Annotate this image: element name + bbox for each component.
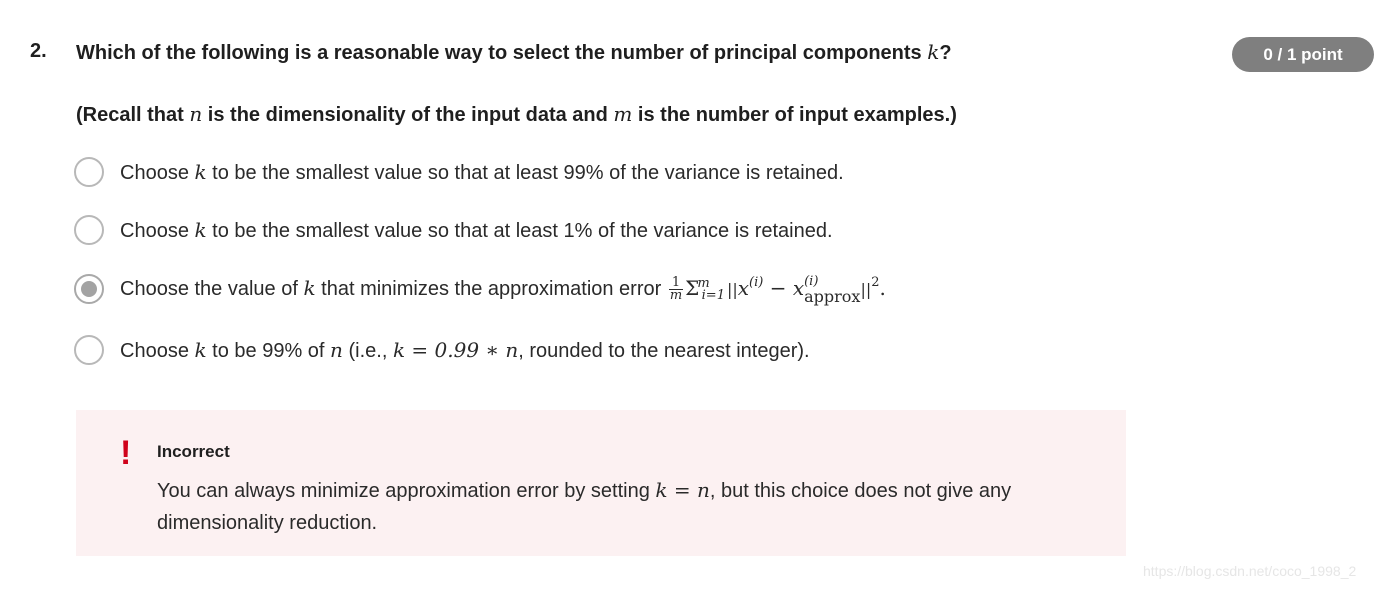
sum-symbol: Σ — [685, 276, 700, 300]
approx-subscript: approx — [804, 287, 861, 306]
radio-button-2[interactable] — [74, 215, 104, 245]
subtitle-part-2: is the dimensionality of the input data and — [202, 104, 614, 126]
answer-option-4[interactable] — [74, 333, 1074, 367]
norm-open: || — [726, 280, 738, 299]
sum-upper-bound: m — [697, 276, 710, 291]
question-title-suffix: ? — [939, 42, 952, 64]
option-4-text-mid: to be 99% of — [206, 339, 331, 362]
option-3-text-after: that minimizes the approximation error — [315, 278, 667, 300]
radio-selected-dot — [81, 281, 97, 297]
option-1-label — [120, 160, 844, 185]
radio-button-3-selected[interactable] — [74, 274, 104, 304]
answer-option-2[interactable] — [74, 213, 1074, 247]
approximation-error-formula — [667, 274, 886, 306]
fraction-numerator: 1 — [669, 277, 683, 290]
sum-lower-bound: i=1 — [701, 288, 725, 303]
subtitle-var-m: m — [613, 102, 633, 126]
approx-scripts — [804, 274, 861, 306]
radio-button-4[interactable] — [74, 335, 104, 365]
feedback-text-part-2: , but this choice does not give any dimensionality reduction. — [157, 480, 1012, 534]
subtitle-part-3: is the number of input examples.) — [632, 104, 957, 126]
option-1-var: k — [194, 159, 207, 184]
norm-close: || — [860, 280, 872, 299]
feedback-panel — [76, 410, 1126, 556]
fraction-denominator: m — [669, 288, 683, 303]
answer-option-1[interactable] — [74, 155, 1074, 189]
radio-button-1[interactable] — [74, 157, 104, 187]
answer-option-3[interactable] — [74, 272, 1074, 306]
option-4-text-after: , rounded to the nearest integer). — [518, 339, 810, 362]
option-3-var: k — [303, 276, 316, 300]
option-2-text-before: Choose — [120, 219, 195, 242]
option-4-text-mid2: (i.e., — [342, 339, 393, 362]
question-subtitle — [76, 102, 1176, 127]
watermark: https://blog.csdn.net/coco_1998_2 — [1143, 563, 1357, 579]
exclamation-icon: ! — [120, 434, 132, 472]
formula-x-approx: x — [792, 276, 805, 300]
question-title-prefix: Which of the following is a reasonable way to select the number of principal components — [76, 42, 928, 64]
option-4-text-before: Choose — [120, 339, 195, 362]
subtitle-part-1: (Recall that — [76, 104, 190, 126]
approx-superscript: (i) — [804, 274, 819, 289]
formula-fraction — [669, 277, 683, 302]
feedback-status: Incorrect — [157, 442, 230, 461]
question-title — [76, 40, 1176, 65]
question-title-var: k — [927, 40, 940, 64]
option-1-text-before: Choose — [120, 161, 195, 184]
option-4-label — [120, 338, 810, 363]
option-4-expression: k = 0.99 ∗ n — [392, 337, 519, 362]
option-3-text-before: Choose the value of — [120, 278, 304, 300]
formula-period: . — [879, 276, 886, 300]
subtitle-var-n: n — [189, 102, 203, 126]
formula-x-superscript: (i) — [749, 275, 764, 290]
option-1-text-after: to be the smallest value so that at least 99% of the variance is retained. — [206, 161, 844, 184]
feedback-expression: k = n — [655, 478, 710, 502]
option-2-var: k — [194, 217, 207, 242]
formula-x: x — [737, 276, 750, 300]
option-3-label — [120, 274, 886, 306]
option-4-var-n: n — [330, 337, 343, 362]
option-4-var-k: k — [194, 337, 207, 362]
formula-power: 2 — [871, 275, 880, 290]
question-number: 2. — [30, 40, 47, 62]
option-2-label — [120, 218, 833, 243]
points-badge: 0 / 1 point — [1232, 37, 1374, 72]
formula-minus: − — [763, 276, 793, 300]
option-2-text-after: to be the smallest value so that at least 1% of the variance is retained. — [206, 219, 833, 242]
feedback-explanation — [157, 474, 1087, 539]
feedback-text-part-1: You can always minimize approximation error by setting — [157, 480, 656, 502]
